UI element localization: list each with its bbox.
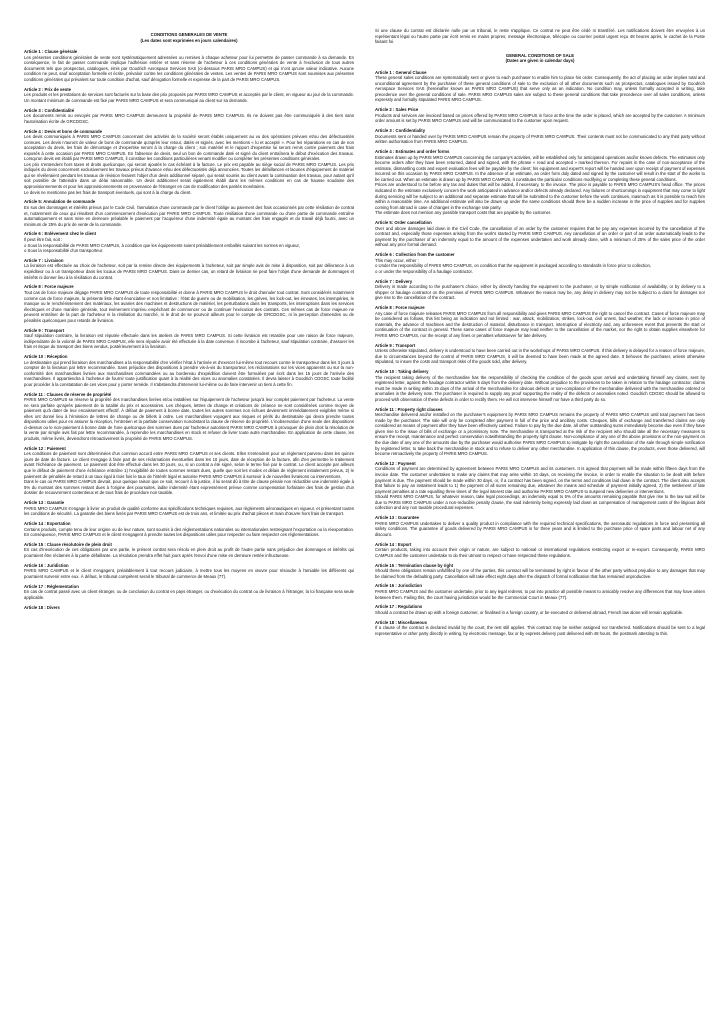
article-heading: Article 3 : Confidentialité (24, 107, 75, 113)
article-paragraph: Les conditions de paiement sont déterminées d'un commun accord entre PARIS MRO CAMPUS et ses clients. Elles s'entendent pour un règlement parvenu dans les quinze jours de date de facture. Le client s'engage à faire part de ses réclamations éventuelles dans les 10 jours, date de réception de la facture, afin d'en permettre le traitement avant l'échéance de paiement. Le paiement doit être effectué dans les 30 jours, ou, si un contrat a été signé, selon le terme fixé par le contrat. Le client accepte par ailleurs que le défaut de paiement d'une échéance entraîne 1) l'exigibilité de toutes sommes restant dues, quelle que soit les modes et délais de règlement initialement prévus, 2) le paiement de pénalités de retard à un taux égal à trois fois le taux de l'intérêt légal et autorise PARIS MRO CAMPUS à surseoir à de nouvelles livraisons ou interventions. (24, 451, 354, 479)
french-articles (24, 49, 354, 610)
article-paragraph: En cas d'inexécution de ces obligations par une partie, le présent contrat sera résolu en plein droit au profit de l'autre partie sans préjudice des dommages et intérêts qui pourraient être réclamés à la partie défaillante. La résolution prendra effet huit jours après l'envoi d'une mise en demeure restée infructueuse. (24, 547, 354, 558)
article-section (375, 515, 705, 537)
article-paragraph: PARIS MRO CAMPUS s'engage à livrer un produit de qualité conforme aux spécifications techniques requises, aux règlements aéronautiques en vigueur, et présentant toutes les conditions de sécurité. La garantie des biens livrés par PARIS MRO CAMPUS est de trois ans, et limitée au prix d'achat pièces et main d'œuvre hors frais de transport. (24, 505, 354, 517)
article-paragraph: Les prix s'entendent hors taxes et droits quelconque, qui seront ajoutés le cas échéant à la facture. Le prix est payable au siège social de PARIS MRO CAMPUS. Les prix indiqués du devis concernent exclusivement les travaux prévus d'avance et/ou des défectuosités déjà annoncées. Toutes les défaillances et lacunes d'équipement de matériel qui se révéleraient pendant les travaux de révision feraient l'objet d'un devis additionnel séparé, qui serait soumis au client avant la continuation des travaux, pour autant qu'il soit possible de l'atteindre dans un délai raisonnable. Un devis additionnel serait également établi dans les mêmes conditions en cas de hausse soudaine des approvisionnements et pour les approvisionnements en provenance de l'étranger en cas de modification des parités monétaires. (24, 161, 354, 190)
article-section (375, 563, 705, 580)
article-paragraph: Should a contract be drawn up with a foreign customer, or finalised in a foreign country, or be executed or delivered abroad, French law alone will remain applicable. (375, 609, 684, 615)
article-paragraph: This may occur, either : (375, 257, 419, 263)
article-heading: Article 8 : Force majeure (24, 284, 74, 290)
article-paragraph: The estimate does not mention any possible transport costs that are payable by the customer. (375, 210, 552, 216)
article-paragraph: Conditions of payment are determined by agreement between PARIS MRO CAMPUS and its customers. It is agreed that payment will be made within fifteen days from the invoice date. The customer undertakes to make any claims that may arise within 10 days, on receiving the invoice, in order to enable the situation to be dealt with before payment is due. The payment should be made within 30 days, or, if a contract has been signed, on the terms and conditions laid down in the contract. The client also accepts that failure to pay an instalment leads to 1) the payment of all sums remaining due, whatever the means and schedule of payment initially agreed, 2) the settlement of late payment penalties at a rate equalling three times of the legal interest rate and authorise PARIS MRO CAMPUS to suspend new deliveries or interventions. (375, 466, 705, 494)
article-paragraph: Over and above damages laid down in the Civil Code, the cancellation of an order by the customer requires that he pay any expenses incurred by the cancellation of the contract and, especially those expenses arising from the work's started by PARIS MRO CAMPUS. Any cancellation of an order or part of an order automatically leads to the payment by the purchaser of an indemnity equal to the amount of the expenses undertaken and work already done, with a minimum of 25% of the sales price of the order without any prior formal demand. (375, 225, 705, 248)
article-paragraph: Les documents remis ou envoyés par PARIS MRO CAMPUS demeurent la propriété de PARIS MRO CAMPUS. Ils ne doivent pas être communiqués à des tiers sans l'autorisation écrite de GRCDGSC. (24, 113, 354, 124)
article-paragraph: PARIS MRO CAMPUS se réserve la propriété des marchandises livrées et/ou installées sur l'équipement de l'acheteur jusqu'à leur complet paiement par l'acheteur. La vente ne sera parfaite qu'après paiement de la totalité du prix et accessoires. Les chèques, lettres de change et créations de créance ne sont considérées comme moyen de paiement qu'à dater de leur encaissement effectif. À défaut de paiement à bonne date, toutes les autres sommes non échues deviennent immédiatement exigibles même si elles ont donné lieu à l'émission de lettres de change ou de billets à ordre. Les marchandises voyagent aux risques et périls du destinataire qui devra prendre toutes dispositions utiles pour en assurer la réception, l'entretien et la parfaite conservation nonobstant la clause de réserve de propriété. L'inobservation d'une seule des dispositions ci-dessus ou le non-paiement à bonne date de l'une quelconque des sommes dues par l'acheteur autorisent PARIS MRO CAMPUS à provoquer de plein droit la résolution de la vente par simple avis fait par lettre recommandée, à reprendre les marchandises en stock et refuser de livrer toute autre marchandise. En application de cette clause, les produits, même livrés, deviendront rétroactivement la propriété de PARIS MRO CAMPUS. (24, 397, 354, 441)
article-heading: Article 18 : Miscellaneous (375, 619, 427, 625)
article-section (24, 49, 354, 82)
article-paragraph: Le destinataire qui prend livraison des marchandises a la responsabilité d'en vérifier l'état à l'arrivée et d'exercer lui-même tout recours contre le transporteur dans les 3 jours à compter de la livraison par lettre recommandée. Sans préjudice des dispositions à prendre vis-à-vis du transporteur, les réclamations sur les vices apparents ou sur la non-conformité des marchandises livrées aux marchandises commandées ou au bordereau d'expédition doivent être formulées par écrit dans les 15 jours de l'arrivée des marchandises. Il appartiendra à l'acheteur de fournir toute justification quant à la réalité des vices ou anomalies constatées. Il devra laisser à Goodrich CDGSC toute facilité pour procéder à la constatation de ces vices pour y porter remède. Il s'abstiendra d'intervenir lui-même ou de faire intervenir un tiers à cette fin. (24, 359, 354, 387)
english-title-block (375, 53, 705, 64)
article-section (375, 620, 705, 637)
article-heading: Article 10 : Taking delivery (375, 369, 429, 375)
article-paragraph: Tout cas de force majeure dégage PARIS MRO CAMPUS de toute responsabilité et donne à PARIS MRO CAMPUS le droit d'annuler tout contrat. Sont considérés notamment comme cas de force majeure, la présente liste étant énonciative et non limitative : l'état de guerre ou de mobilisation, les grèves, les lock-out, les émeutes, les intempéries, le manque ou le renchérissement des matériaux, les avaries des machines et destructions de matériel, les perturbations dans les transports, les interruptions dans les services électriques et d'une manière générale, tout événement imprévu empêchant de commencer ou de continuer l'exécution des contrats. Ces mêmes cas de force majeure ne peuvent entraîner de la part de l'acheteur ni la résiliation du marché, ni le droit de se pourvoir ailleurs pour le compte de GRCDGSC, ni la perception d'amendes ou de pénalités quelconques pour retards de livraison. (24, 289, 354, 323)
article-section (375, 343, 705, 365)
article-section (24, 199, 354, 227)
article-section (24, 392, 354, 442)
article-heading: Article 8 : Force majeure (375, 305, 425, 311)
article-section (375, 252, 705, 274)
article-heading: Article 15 : Termination clause by right (375, 562, 454, 568)
article-section (24, 231, 354, 253)
french-title: CONDITIONS GENERALES DE VENTE (150, 32, 228, 37)
article-section (24, 446, 354, 496)
article-section (375, 407, 705, 457)
article-paragraph: Dans le cas où PARIS MRO CAMPUS devrait, pour quelque raison que ce soit, recourir à la justice, il lui serait dû à titre de clause pénale non réductible une indemnité égale à 5% du montant des sommes restant dues à l'origine des poursuites, ladite indemnité étant expressément prévue comme compensation forfaitaire des frais de gestion d'un dossier de recouvrement contentieux et de tous frais de procédure non taxable. (24, 479, 354, 496)
article-paragraph: Merchandise delivered and/or installed on the purchaser's equipment by PARIS MRO CAMPUS remains the property of PARIS MRO CAMPUS until total payment has been made by the purchaser. The sale will only be completed after payment in full of the price and ancillary costs. Cheques, bills of exchange and transferred claims are only considered as means of payment after they have been effectively cashed. Failure to pay by the due date, all other outstanding sums immediately become due even if they have given rise to the issue of bills of exchange or a promissory note. The merchandise is transported at the risk of the recipient who should take all the necessary measures to ensure the receipt, maintenance and perfect conservation notwithstanding the property right clause. Non-compliance of any one of the above provisions or the non-payment on the due date of any one of the amounts due by the purchaser would authorise PARIS MRO CAMPUS to instigate by right the cancellation of the sale through simple notification by registered letter, to take back the merchandise in stock and to refuse to deliver any other merchandise. In application of this clause, the products, even those delivered, will become retroactively the property of PARIS MRO CAMPUS. (375, 412, 705, 457)
article-heading: Article 16 : Jurisdiction (375, 583, 422, 589)
article-heading: Article 17 : Regulations (375, 604, 423, 610)
article-section (24, 129, 354, 196)
article-paragraph: Certain products, taking into account their origin or nature, are subject to national or international regulations restricting export or re-export. Consequently, PARIS MRO CAMPUS and the customer undertake to do their utmost to respect or have respected these regulations. (375, 547, 705, 558)
english-articles (375, 70, 705, 637)
article-section (24, 521, 354, 538)
article-heading: Article 6 : Collection from the customer (375, 252, 455, 258)
article-heading: Article 18 : Divers (24, 604, 60, 610)
article-section (375, 70, 705, 103)
article-heading: Article 4 : Devis et bons de commande (24, 128, 102, 134)
french-title-block (24, 32, 354, 43)
article-paragraph: Any case of force majeure releases PARIS MRO CAMPUS from all responsibility and gives PARIS MRO CAMPUS the right to cancel the contract. Cases of force majeure may be considered as follows, this list being an indication and not limited : war, attack, mobilization, strikes, lock-out, civil unrest, bad weather, the lack or increase in price of materials, the advance of machines and the destruction of material, disturbance in transport, interruption of electricity and, any unforeseen event that prevents the start or continuation of the contract in general. These same cases of force majeure may lead neither to the cancellation of the market, nor the right to obtain supplies elsewhere for PARIS MRO CAMPUS, nor the receipt of any fines or penalties whatsoever for late delivery. (375, 310, 705, 338)
article-paragraph: Should PARIS MRO CAMPUS, for whatever reason, take legal proceedings, an indemnity equal to 5% of the amounts remaining payable that give rise to the law suit will be due to PARIS MRO CAMPUS under a non-reducible penalty clause, the said indemnity being expressly laid down as compensation of management costs of the litigious debt collection and any non taxable procedural expenses. (375, 494, 705, 511)
article-heading: Article 12 : Paiement (24, 445, 66, 451)
article-paragraph: Certains produits, compte tenu de leur origine ou de leur nature, sont soumis à des réglementations nationales ou internationales restreignant l'exportation ou la réexportation. En conséquence, PARIS MRO CAMPUS et le client s'engagent à prendre toutes les dispositions utiles pour respecter ou faire respecter ces réglementations. (24, 526, 354, 538)
article-paragraph: o Sous la responsabilité de PARIS MRO CAMPUS, à condition que les équipements soient préalablement emballés suivant les normes en vigueur, (24, 242, 300, 248)
article-heading: Article 7 : Livraison (24, 257, 64, 263)
article-paragraph: Unless otherwise stipulated, delivery is understood to have been carried out in the workshops of PARIS MRO CAMPUS. If this delivery is delayed for a reason of force majeure, due to circumstances beyond the control of PARIS MRO CAMPUS, it will be deemed to have been made at the agreed date. It behoves the purchaser, unless otherwise stipulated, to insure the costs and transport risks of the goods sold, after delivery. (375, 348, 705, 365)
article-section (24, 284, 354, 323)
article-section (24, 108, 354, 125)
article-section (375, 305, 705, 338)
article-section (375, 369, 705, 402)
article-section (24, 328, 354, 350)
article-paragraph: o Under the responsibility of PARIS MRO CAMPUS, on condition that the equipment is packaged according to standards in force prior to collection, (375, 263, 652, 269)
article-section (375, 461, 705, 511)
article-heading: Article 1 : Clause générale (24, 49, 78, 55)
article-paragraph: Les produits et les prestations de services sont facturés sur la base des prix proposés par PARIS MRO CAMPUS et acceptés par le client, en vigueur au jour de la commande. Un montant minimum de commande est fixé par PARIS MRO CAMPUS et sera communiqué au client sur sa demande. (24, 92, 354, 103)
article-heading: Article 4 : Estimates and order forms (375, 149, 450, 155)
english-title: GENERAL CONDITIONS OF SALE (505, 52, 575, 58)
french-column (24, 30, 354, 1020)
article-paragraph: Products and services are invoiced based on prices offered by PARIS MRO CAMPUS in force at the time the order is placed, which are accepted by the customer. A minimum order amount is set by PARIS MRO CAMPUS and will be communicated to the customer upon request. (375, 112, 705, 124)
article-heading: Article 9 : Transport (375, 342, 416, 348)
article-heading: Article 15 : Clause résolutoire de plein droit (24, 541, 112, 547)
article-heading: Article 13 : Garantie (24, 500, 65, 506)
article-paragraph: These general sales conditions are systematically sent or given to each purchaser to enable him to place his order. Consequently, the act of placing an order implies total and unconditional agreement by the purchaser of these general conditions of sale to the exclusion of all other documents such as prospectus, catalogues issued by Goodrich Aerospace Services SAS (hereinafter known as PARIS MRO CAMPUS) that serve only as an indication. No condition may, unless formally accepted in writing, take precedence over the general conditions of sale. PARIS MRO CAMPUS sales are subject to these general conditions that take precedence over all sales conditions, unless expressly and formally stipulated PARIS MRO CAMPUS. (375, 75, 705, 103)
article-section (24, 258, 354, 280)
article-section (375, 604, 705, 615)
article-paragraph: Le devis ne mentionne pas les frais de transport éventuels, qui sont à la charge du client. (24, 189, 192, 195)
article-paragraph: Documents sent or handed over by PARIS MRO CAMPUS remain the property of PARIS MRO CAMPUS. Their contents must not be communicated to any third party without written authorisation from PARIS MRO CAMPUS. (375, 133, 705, 145)
article-section (375, 107, 705, 124)
article-heading: Article 11 : Property right clauses (375, 406, 443, 412)
article-section (375, 583, 705, 600)
article-section (24, 87, 354, 104)
article-section (24, 605, 354, 611)
article-paragraph: En cas de contrat passé avec un client étranger, ou de conclusion du contrat en pays étranger, ou d'exécution du contrat ou de livraison à l'étranger, la loi française sera seule applicable. (24, 589, 354, 600)
article-paragraph: PARIS MRO CAMPUS undertakes to deliver a quality product in compliance with the required technical specifications, the aeronautic regulations in force and presenting all safety conditions. The guarantee of goods delivered by PARIS MRO CAMPUS is for three years and is limited to the purchase price of spare parts and labour net of any discount. (375, 520, 705, 537)
article-heading: Article 14 : Export (375, 541, 412, 547)
article-heading: Article 1 : General Clause (375, 69, 427, 75)
article-section (24, 354, 354, 387)
article-section (24, 500, 354, 517)
french-continuation-text: Si une clause du contrat est déclarée nulle par un tribunal, le reste s'applique. Ce contrat ne peut être cédé ni transféré. Les notifications doivent être envoyées à un représentant légal ou l'autre partie par écrit remis en mains propres, message électronique, télécopie ou courrier postal urgent reçu 48 heures après, le cachet de la Poste faisant foi. (375, 28, 705, 45)
article-heading: Article 17 : Réglementation (24, 583, 79, 589)
article-heading: Article 13 : Guarantee (375, 515, 419, 521)
article-paragraph: La livraison est effectuée au choix de l'acheteur, soit par la remise directe des équipements à l'acheteur, soit par simple avis de mise à disposition, soit par délivrance à un expéditeur ou à un transporteur dans les locaux de PARIS MRO CAMPUS. Dans ce dernier cas, un retard de livraison ne peut faire l'objet d'une demande de dommages et intérêts ni donner lieu à la résiliation du contrat. (24, 263, 354, 280)
article-section (24, 563, 354, 580)
article-paragraph: En sus des dommages et intérêts prévus par le Code Civil, l'annulation d'une commande par le client l'oblige au paiement des frais occasionnés par cette résiliation de contrat et, notamment de ceux qui résultent d'un commencement d'exécution par PARIS MRO CAMPUS. Toute résiliation d'une commande ou d'une partie de commande entraîne automatiquement et sans mise en demeure préalable le paiement par l'acquéreur d'une indemnité égale au montant des frais engagés et du travail déjà fourni, avec un minimum de 25% du prix de vente de la commande. (24, 204, 354, 227)
article-heading: Article 16 : Juridiction (24, 562, 69, 568)
article-paragraph: If a clause of the contract is declared invalid by the court, the rest still applies. This contract may be neither assigned nor transferred. Notifications should be sent to a legal representative or other party directly in writing, by electronic message, fax or by express delivery post delivered with 48 hours, the postmark attesting to this. (375, 625, 705, 636)
article-paragraph: o Sous la responsabilité d'un transporteur. (24, 248, 104, 254)
article-heading: Article 5: Order cancellation (375, 220, 432, 226)
article-heading: Article 6 : Enlèvement chez le client (24, 231, 97, 237)
article-heading: Article 12 : Payment (375, 460, 416, 466)
article-section (375, 149, 705, 216)
article-heading: Article 11 : Clauses de réserve de propriété (24, 391, 112, 397)
article-heading: Article 3 : Confidentiality (375, 128, 426, 134)
article-paragraph: Should these obligations remain unfulfilled by one of the parties, this contract will be terminated by right in favour of the other party without prejudice to any damages that may be claimed from the defaulting party. Cancellation will take effect eight days after the dispatch of formal notification that has remained unproductive. (375, 568, 705, 579)
article-paragraph: Il peut être fait, soit : (24, 236, 63, 242)
article-paragraph: Les présentes conditions générales de vente sont systématiquement adressées ou remises à chaque acheteur pour lui permettre de passer commande à sa demande. En conséquence, le fait de passer commande implique l'adhésion entière et sans réserve de l'acheteur à ces conditions générales de vente à l'exclusion de tous autres documents tels que prospectus, catalogues, émis par Goodrich Aerospace Services SAS (ci-dessous PARIS MRO CAMPUS) et qui n'ont qu'une valeur indicative. Aucune condition ne peut, sauf acceptation formelle et écrite, prévaloir contre les conditions générales de ventes. Les ventes de PARIS MRO CAMPUS sont soumises aux présentes conditions générales qui prévalent sur toute condition d'achat, sauf dérogation formelle et expresse de la part de PARIS MRO CAMPUS. (24, 54, 354, 82)
article-heading: Article 14 : Exportation (24, 520, 71, 526)
article-section (375, 279, 705, 301)
article-heading: Article 5: Annulation de commande (24, 199, 96, 205)
english-column (375, 28, 705, 1018)
article-paragraph: Estimates drawn up by PARIS MRO CAMPUS concerning the company's activities, will be established only for anticipated operations and/or known defects. The estimates only become orders after they have been returned, dated and signed, with the phrase « read and accepted » marked thereon. For repairs in the case of non-acceptance of the estimate, dismantling costs and expert evaluation fees will be payable by the client; his equipment and expert's report will be handed over upon receipt of payment of expenses incurred on this occasion by PARIS MRO CAMPUS. In the absence of an estimate, an order form duly dated and signed by the customer will result in the start of the works to be carried out. When an estimate is drawn up by PARIS MRO CAMPUS, it constitutes the particular conditions modifying or completing these general conditions. (375, 154, 705, 182)
article-heading: Article 2 : Prix de vente (24, 86, 72, 92)
article-paragraph: Les devis communiqués à PARIS MRO CAMPUS concernant des activités de la société seront établis uniquement au vu des opérations prévues et/ou des défectuosités connues. Les devis n'auront de valeur de bons de commande qu'après leur retour, datés et signés, avec les mentions « lu et accepté ». Pour les réparations en cas de non acceptation du devis, les frais de démontage et d'expertise seront à la charge du client ; son matériel et le rapport d'expertise lui seront remis contre paiement des frais exposés à cette occasion par PARIS MRO CAMPUS. En l'absence de devis, seul un bon de commande daté et signé du client entraînera le début d'exécution des travaux. Lorsqu'un devis est établi par PARIS MRO CAMPUS, il constitue les conditions particulières venant modifier ou compléter les présentes conditions générales. (24, 134, 354, 162)
article-heading: Article 2 : Sales Price (375, 107, 419, 113)
article-paragraph: o or under the responsibility of a haulage contractor. (375, 268, 473, 274)
article-section (24, 584, 354, 601)
article-section (375, 542, 705, 559)
french-subtitle: (Les dates sont exprimées en jours calendaires) (140, 37, 238, 43)
article-heading: Article 9 : Transport (24, 327, 65, 333)
english-subtitle: (Dates are given in calendar days) (505, 58, 575, 64)
article-paragraph: Prices are understood to be before any tax and duties that will be added, if necessary, to the invoice. The price is payable to PARIS MRO CAMPUS's head office. The prices indicated in the estimate exclusively concern the work anticipated in advance and/or defects already declared. Any failures or shortcomings in equipment that may come to light during servicing will be subject to an additional and separate estimate that will be submitted to the customer before the work continues, inasmuch as it is possible to reach him within a reasonable time. An additional estimate will also be drawn up under the same conditions should there be a sudden increase in the price of supplies and for supplies coming from abroad in case of changes in the exchange rate parity. (375, 182, 705, 210)
article-paragraph: Sauf stipulation contraire, la livraison est réputée effectuée dans les ateliers de PARIS MRO CAMPUS. Si cette livraison est retardée pour une raison de force majeure, indépendante de la volonté de PARIS MRO CAMPUS, elle sera réputée avoir été effectuée à la date convenue. Il incombe à l'acheteur, sauf stipulation contraire, d'assurer les frais et risque du transport des biens vendus, postérieurement à la livraison. (24, 333, 354, 350)
article-heading: Article 10 : Réception (24, 354, 68, 360)
article-section (24, 542, 354, 559)
article-paragraph: Delivery is made according to the purchaser's choice, either by directly handing the equipment to the purchaser, or by simple notification of availability, or by delivery to a shipper or haulage contractor on the premises of PARIS MRO CAMPUS. Whatever the reason may be, any delay in delivery may not be subject to a claim for damages nor give rise to the cancellation of the contract. (375, 284, 705, 301)
article-paragraph: The recipient taking delivery of the merchandise has the responsibility of checking the condition of the goods upon arrival and undertaking himself any claims, sent by registered letter, against the haulage contractor within 5 days from the delivery date. Without prejudice to the provisions to be taken in relation to the haulage contractor, claims must be made in writing within 15 days of the arrival of the merchandise for obvious defects or non-compliance of the merchandise delivered with the merchandise ordered or anomalies in the delivery note. The purchaser is required to supply any proof supporting the reality of the defects or anomalies noted. Goodrich CDGSC should be allowed to proceed with observation of these defects in order to rectify them. He will not intervene himself nor have a third party do so. (375, 374, 705, 402)
article-heading: Article 7 : Delivery (375, 278, 413, 284)
article-paragraph: PARIS MRO CAMPUS and the customer undertake, prior to any legal redress, to put into practice all possible means to amicably resolve any differences that may have arisen between them. Failing this, the court having jurisdiction would be the Commercial Court in Meaux (77). (375, 589, 705, 600)
article-paragraph: PARIS MRO CAMPUS et le client s'engagent, préalablement à tout recours judiciaire, à mettre tous les moyens en œuvre pour résoudre à l'amiable les différents qui pourraient survenir entre eux. À défaut, le tribunal compétent serait le tribunal de commerce de Meaux (77). (24, 568, 354, 579)
article-section (375, 128, 705, 145)
article-section (375, 220, 705, 248)
